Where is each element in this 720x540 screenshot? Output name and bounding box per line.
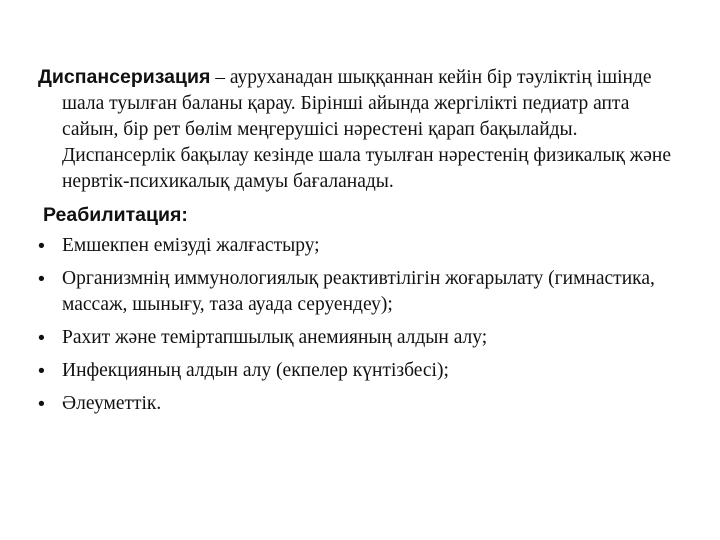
list-item-text: Емшекпен емізуді жалғастыру; — [62, 235, 320, 256]
bullet-icon: • — [38, 393, 45, 415]
intro-text: – ауруханадан шыққаннан кейін бір тәуліктің ішінде шала туылған баланы қарау. Бірінші айында жергілікті педиатр апта сайын, бір рет бөлім меңгерушісі нәрестені қарап бақылайды. Диспансерлік бақылау кезінде шала туылған нәрестенің физикалық және нервтік-психикалық дамуы бағаланады. — [62, 67, 672, 192]
rehab-heading: Реабилитация: — [43, 204, 188, 226]
slide-content — [38, 64, 686, 424]
list-item — [38, 358, 686, 384]
list-item-text: Рахит және теміртапшылық анемияның алдын алу; — [62, 327, 488, 348]
intro-paragraph — [38, 64, 686, 195]
list-item — [38, 233, 686, 259]
list-item — [38, 325, 686, 351]
list-item — [38, 266, 686, 318]
list-item — [38, 391, 686, 417]
list-item-text: Әлеуметтік. — [62, 393, 162, 414]
list-item-text: Инфекцияның алдын алу (екпелер күнтізбесі); — [62, 360, 449, 381]
bullet-icon: • — [38, 268, 45, 290]
rehab-list — [38, 233, 686, 417]
bullet-icon: • — [38, 327, 45, 349]
list-item-text: Организмнің иммунологиялық реактивтілігін жоғарылату (гимнастика, массаж, шынығу, таза ауада серуендеу); — [62, 268, 655, 315]
intro-term: Диспансеризация — [38, 66, 211, 88]
bullet-icon: • — [38, 235, 45, 257]
bullet-icon: • — [38, 360, 45, 382]
